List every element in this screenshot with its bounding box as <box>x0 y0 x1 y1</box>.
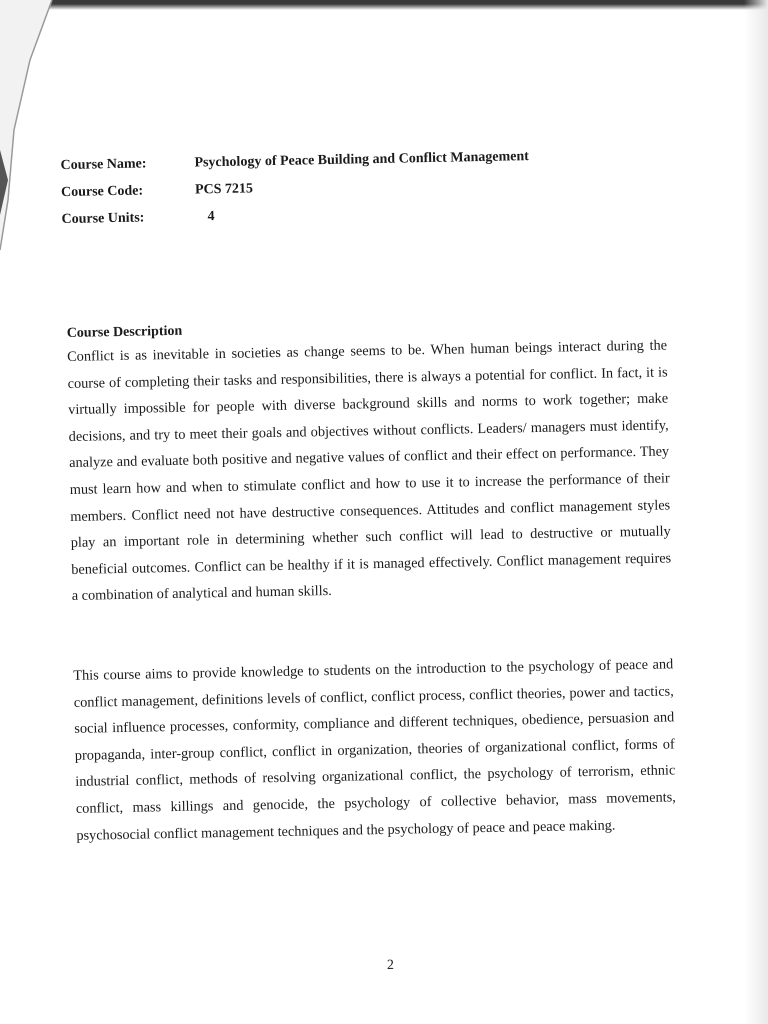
course-description-section <box>67 312 672 609</box>
description-paragraph-1: Conflict is as inevitable in societies as change seems to be. When human beings interact during the course of completing their tasks and responsibilities, there is always a potential for conflict. In fact, it is virtually impossible for people with diverse background skills and norms to work together; make decisions, and try to meet their goals and objectives without conflicts. Leaders/ managers must identify, analyze and evaluate both positive and negative values of conflict and their effect on performance. They must learn how and when to stimulate conflict and how to use it to increase the performance of their members. Conflict need not have destructive consequences. Attitudes and conflict management styles play an important role in determining whether such conflict will lead to destructive or mutually beneficial outcomes. Conflict can be healthy if it is managed effectively. Conflict management requires a combination of analytical and human skills. <box>67 337 672 605</box>
course-units-label: Course Units: <box>61 210 145 228</box>
course-units-value: 4 <box>207 209 215 225</box>
page-number: 2 <box>386 957 395 973</box>
course-info <box>60 147 530 237</box>
course-code-label: Course Code: <box>60 183 144 201</box>
course-aims-section <box>73 651 676 849</box>
course-name-label: Course Name: <box>60 156 147 174</box>
description-paragraph-2: This course aims to provide knowledge to students on the introduction to the psychology of peace and conflict management, definitions levels of conflict, conflict process, conflict theories, power and tactics, social influence processes, conformity, compliance and different techniques, obedience, persuasion and propaganda, inter-group conflict, conflict in organization, theories of organizational conflict, forms of industrial conflict, methods of resolving organizational conflict, the psychology of terrorism, ethnic conflict, mass killings and genocide, the psychology of collective behavior, mass movements, psychosocial conflict management techniques and the psychology of peace and peace making. <box>73 656 676 844</box>
course-description-heading: Course Description <box>66 323 183 341</box>
course-name-value: Psychology of Peace Building and Conflict Management <box>194 149 530 171</box>
course-code-value: PCS 7215 <box>194 181 254 198</box>
